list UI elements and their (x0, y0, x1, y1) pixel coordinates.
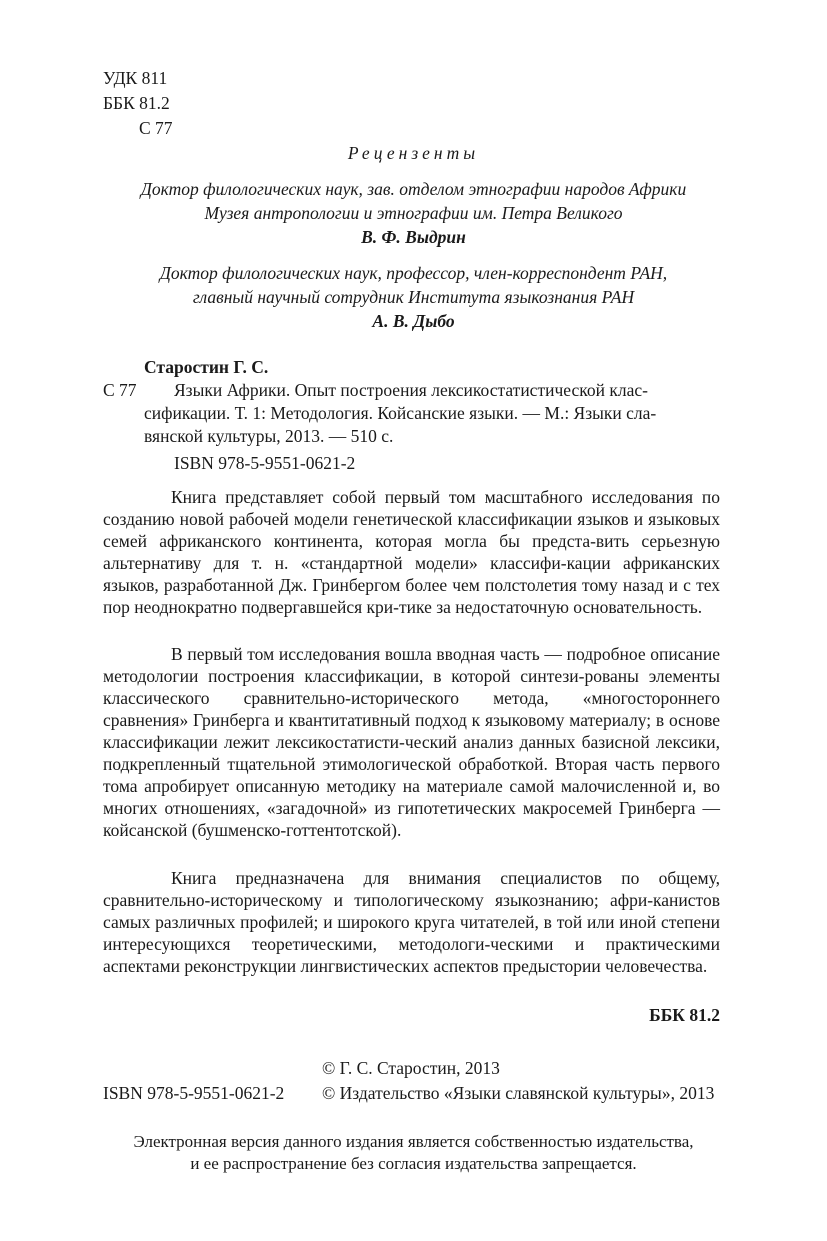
reviewer1-name: В. Ф. Выдрин (361, 227, 466, 247)
catalog-line1: Языки Африки. Опыт построения лексикостатистической клас- (174, 380, 648, 400)
notice-line1: Электронная версия данного издания является собственностью издательства, (133, 1132, 694, 1151)
reviewer1-title-line1: Доктор филологических наук, зав. отделом этнографии народов Африки (140, 179, 687, 199)
reviewer2-title-line2: главный научный сотрудник Института языкознания РАН (192, 287, 635, 307)
abstract-paragraph-1: Книга представляет собой первый том масштабного исследования по созданию новой рабочей модели генетической классификации языков и языковых семей африканского континента, которая могла бы предста-вить серьезную альтернативу для т. н. «стандартной модели» классифи-кации африканских языков, разработанной Дж. Гринбергом более чем полстолетия тому назад и с тех пор неоднократно подвергавшейся кри-тике за недостаточную основательность. (103, 487, 720, 617)
catalog-line3: вянской культуры, 2013. — 510 с. (144, 426, 394, 446)
reviewer2-name: А. В. Дыбо (372, 311, 455, 331)
abstract-paragraph-3: Книга предназначена для внимания специалистов по общему, сравнительно-историческому и типологическому языкознанию; афри-канистов самых различных профилей; и широкого круга читателей, в той или иной степени интересующихся теоретическими, методологи-ческими и практическими аспектами реконструкции лингвистических аспектов предыстории человечества. (103, 868, 720, 976)
bbk-code: ББК 81.2 (103, 93, 170, 113)
abstract-paragraph-2: В первый том исследования вошла вводная часть — подробное описание методологии построения классификации, в которой синтези-рованы элементы классического сравнительно-исторического метода, «многостороннего сравнения» Гринберга и квантитативный подход к языковому материалу; в основе классификации лежит лексикостатисти-ческий анализ данных базисной лексики, подкрепленный тщательной этимологической обработкой. Вторая часть первого тома апробирует описанную методику на материале самой малочисленной и, во многих отношениях, «загадочной» из гипотетических макросемей Гринберга — койсанской (бушменско-готтентотской). (103, 644, 720, 840)
copyright-publisher: © Издательство «Языки славянской культуры», 2013 (322, 1083, 715, 1103)
reviewers-heading: Рецензенты (347, 143, 480, 163)
abstract-bbk: ББК 81.2 (649, 1005, 720, 1025)
catalog-code: С 77 (103, 380, 137, 400)
catalog-line2: сификации. Т. 1: Методология. Койсанские языки. — М.: Языки сла- (144, 403, 657, 423)
reviewer1-title-line2: Музея антропологии и этнографии им. Петра Великого (204, 203, 623, 223)
reviewer2-title-line1: Доктор филологических наук, профессор, член-корреспондент РАН, (159, 263, 668, 283)
author-mark-code: С 77 (139, 118, 173, 138)
notice-line2: и ее распространение без согласия издательства запрещается. (190, 1154, 637, 1173)
catalog-author: Старостин Г. С. (144, 357, 269, 377)
copyright-author: © Г. С. Старостин, 2013 (322, 1058, 500, 1078)
copyright-isbn: ISBN 978-5-9551-0621-2 (103, 1083, 285, 1103)
udk-code: УДК 811 (103, 68, 168, 88)
catalog-isbn: ISBN 978-5-9551-0621-2 (174, 453, 356, 473)
